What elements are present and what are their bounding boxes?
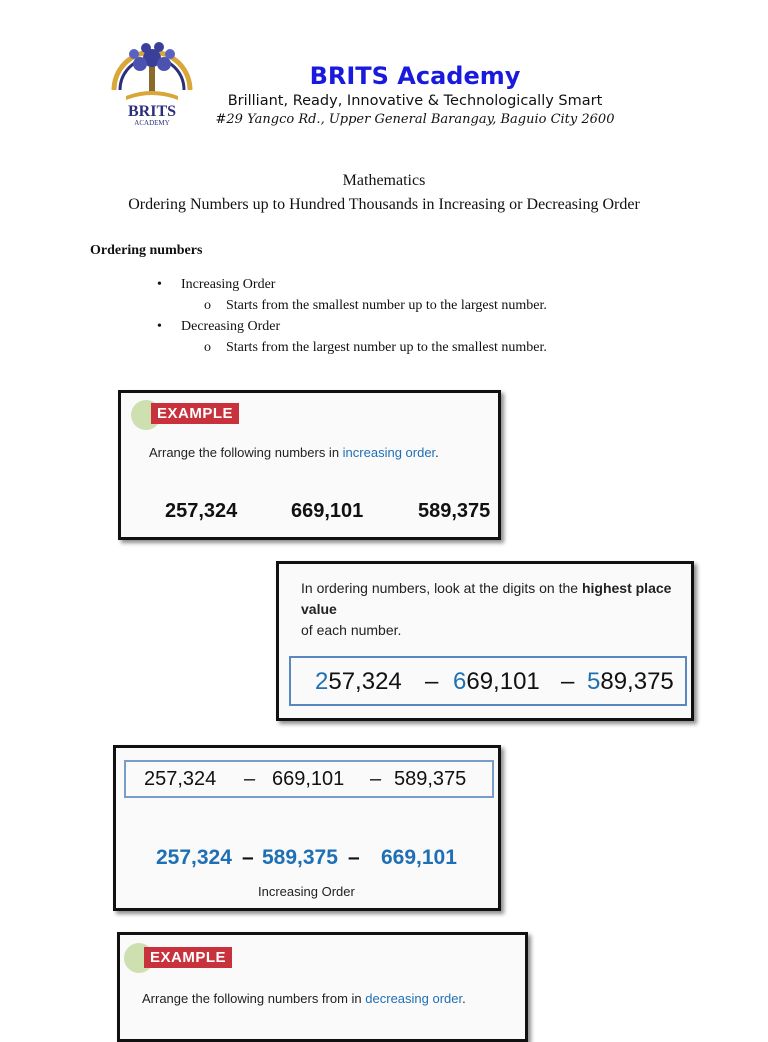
bullet-dot-icon: •: [157, 277, 162, 292]
subject-title: Mathematics: [342, 172, 426, 189]
dash-separator: –: [348, 846, 360, 869]
sub-bullet-marker: o: [204, 298, 211, 313]
number-value: 669,101: [291, 500, 364, 522]
number-value: 589,375: [418, 500, 491, 522]
sub-bullet-marker: o: [204, 340, 211, 355]
bullet-dot-icon: •: [157, 319, 162, 334]
example-badge: EXAMPLE: [144, 947, 232, 968]
topic-title: Ordering Numbers up to Hundred Thousands in Increasing or Decreasing Order: [128, 196, 640, 213]
list-item-label: Increasing Order: [181, 277, 276, 292]
list-item-detail: Starts from the largest number up to the smallest number.: [226, 340, 547, 355]
dash-separator: –: [244, 768, 256, 790]
number-value: 257,324: [315, 668, 402, 695]
address: #29 Yangco Rd., Upper General Barangay, Baguio City 2600: [215, 112, 615, 127]
instruction-text: Arrange the following numbers in increasing order.: [149, 445, 439, 460]
number-value: 589,375: [587, 668, 674, 695]
instruction-text: Arrange the following numbers from in decreasing order.: [142, 991, 466, 1006]
dash-separator: –: [425, 668, 439, 695]
number-value: 669,101: [453, 668, 540, 695]
ordered-number: 589,375: [262, 846, 338, 869]
school-name: BRITS Academy: [309, 62, 521, 90]
increasing-order-card: [113, 745, 501, 911]
dash-separator: –: [370, 768, 382, 790]
number-row-box: [124, 760, 494, 798]
list-item-label: Decreasing Order: [181, 319, 281, 334]
example-badge: EXAMPLE: [151, 403, 239, 424]
place-value-card: [276, 561, 694, 721]
section-heading: Ordering numbers: [90, 243, 203, 258]
place-value-text: In ordering numbers, look at the digits on the highest place value of each number.: [301, 580, 672, 638]
number-row-box: [289, 656, 687, 706]
example-card-decreasing: [117, 932, 528, 1042]
number-value: 589,375: [394, 768, 467, 790]
dash-separator: –: [561, 668, 575, 695]
school-logo: [104, 32, 200, 128]
number-value: 257,324: [165, 500, 238, 522]
number-value: 669,101: [272, 768, 345, 790]
svg-text:ACADEMY: ACADEMY: [134, 119, 170, 127]
example-card-increasing: [118, 390, 501, 540]
tagline: Brilliant, Ready, Innovative & Technologically Smart: [227, 93, 603, 109]
number-value: 257,324: [144, 768, 217, 790]
svg-text:BRITS: BRITS: [127, 103, 177, 120]
ordered-number: 257,324: [156, 846, 232, 869]
ordered-number: 669,101: [381, 846, 457, 869]
list-item-detail: Starts from the smallest number up to the largest number.: [226, 298, 547, 313]
dash-separator: –: [242, 846, 254, 869]
order-caption: Increasing Order: [258, 884, 355, 899]
